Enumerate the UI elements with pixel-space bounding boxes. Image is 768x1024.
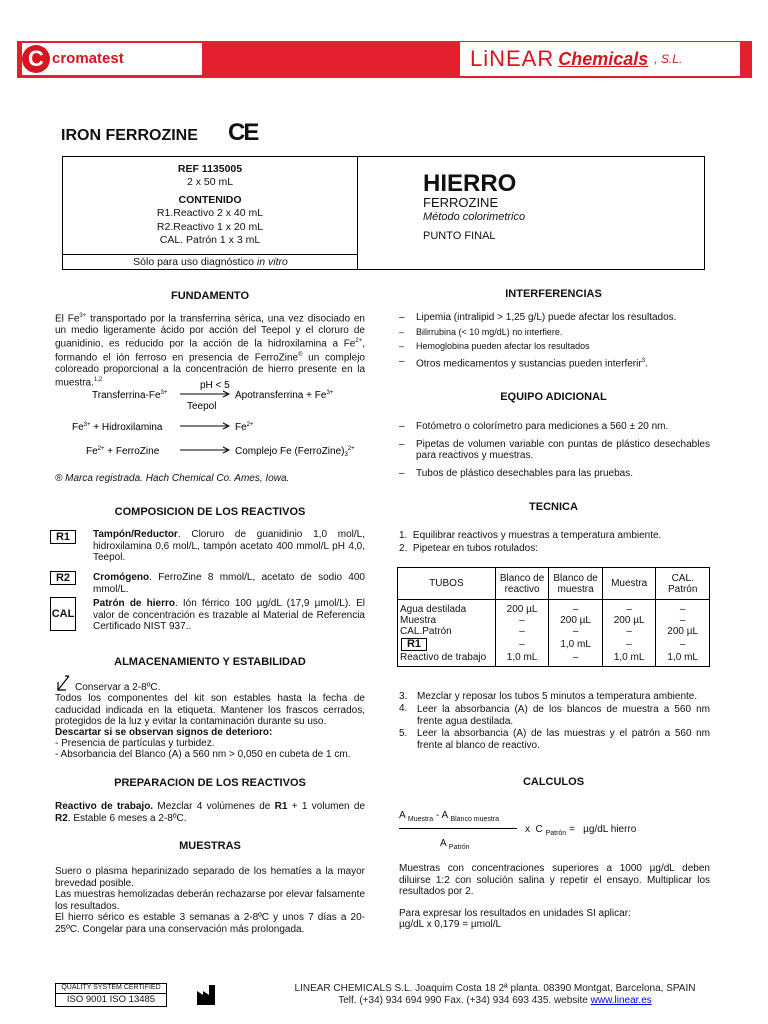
trademark-note: ® Marca registrada. Hach Chemical Co. Ames, Iowa.: [55, 473, 290, 484]
equipo-list: [399, 421, 710, 482]
product-title: IRON FERROZINE: [61, 127, 198, 144]
muestras-heading: MUESTRAS: [179, 840, 241, 852]
formula-denominator: A $_{Patrón}$: [440, 838, 470, 851]
content-r2: R2.Reactivo 1 x 20 mL: [156, 220, 264, 233]
linear-chemicals-logo: LiNEAR Chemicals , S.L.: [460, 42, 740, 76]
formula-line: [399, 828, 517, 829]
tecnica-step-1: 1. Equilibrar reactivos y muestras a temperatura ambiente.: [399, 530, 662, 541]
svg-text:Apotransferrina + Fe3+: Apotransferrina + $Fe^{3+}$: [235, 390, 334, 401]
svg-text:Fe2+: $Fe^{2+}$: [235, 422, 254, 433]
endpoint: PUNTO FINAL: [423, 230, 496, 242]
product-info-box: [62, 156, 705, 270]
list-item: – Lipemia (intralipid > 1,25 g/L) puede afectar los resultados.: [399, 312, 710, 324]
table-row: Muestra – 200 µL 200 µL –: [398, 615, 710, 626]
reaction-equations: [55, 378, 375, 468]
formula-rhs: x C $_{Patrón}$ = µg/dL hierro: [525, 824, 637, 837]
descartar-heading: Descartar si se observan signos de deterioro:: [55, 727, 273, 738]
fundamento-heading: FUNDAMENTO: [170, 290, 249, 302]
interferencias-heading: INTERFERENCIAS: [505, 288, 602, 300]
interferencias-list: [399, 312, 710, 372]
footer-address: LINEAR CHEMICALS S.L. Joaquim Costa 18 2ª planta. 08390 Montgat, Barcelona, SPAIN Telf. (+34) 934 694 990 Fax. (+34) 934 693 435. website www.linear.es: [294, 983, 696, 1006]
website-link[interactable]: www.linear.es: [590, 995, 652, 1006]
fundamento-text: El $Fe^{3+}$ transportado por la transferrina sérica, una vez disociado en un medio ligeramente ácido por acción del Teepol y el cloruro de guanidinio, es reducido por la acción de la hidroxilamina a $Fe^{2+}$, formando el ión ferroso en presencia de FerroZine® un complejo coloreado proporcional a la concentración de hierro presente en la muestra.$^{1,2}$: [55, 313, 365, 389]
equipo-heading: EQUIPO ADICIONAL: [500, 391, 607, 403]
svg-text:Complejo Fe (FerroZine)32+: Complejo Fe $(FerroZine)_3^{2+}$: [235, 446, 355, 458]
table-row: CAL.Patrón – – – 200 µL: [398, 626, 710, 637]
list-item: – Pipetas de volumen variable con puntas de plástico desechables para reactivos y muestras.: [399, 439, 710, 462]
list-item: – Otros medicamentos y sustancias pueden interferir$^3$.: [399, 356, 710, 370]
svg-text:Teepol: Teepol: [187, 401, 217, 412]
formula-numerator: A $_{Muestra}$ - A $_{Blanco muestra}$: [399, 810, 500, 823]
almacenamiento-heading: ALMACENAMIENTO Y ESTABILIDAD: [114, 656, 306, 668]
calculos-p2: Para expresar los resultados en unidades SI aplicar:: [399, 908, 631, 919]
tecnica-step-4: Leer la absorbancia (A) de los blancos de muestra a 560 nm frente agua destilada.: [417, 704, 710, 727]
list-item: – Fotómetro o colorímetro para mediciones a 560 ± 20 nm.: [399, 421, 710, 433]
method: Método colorimetrico: [423, 211, 526, 223]
descartar-item-1: - Presencia de partículas y turbidez.: [55, 738, 215, 749]
muestras-p1: Suero o plasma heparinizado separado de los hematíes a la mayor brevedad posible.: [55, 866, 365, 889]
tecnica-heading: TECNICA: [529, 501, 578, 513]
descartar-item-2: - Absorbancia del Blanco (A) a 560 nm > 0,050 en cubeta de 1 cm.: [55, 749, 351, 760]
cal-label: CAL: [50, 597, 76, 631]
svg-text:Fe2+ + FerroZine: $Fe^{2+}$ + FerroZine: [86, 446, 160, 457]
calculos-heading: CALCULOS: [522, 776, 585, 788]
r2-label: R2: [50, 571, 76, 585]
list-item: – Bilirrubina (< 10 mg/dL) no interfiere.: [399, 327, 710, 339]
pipetting-table: [397, 567, 710, 667]
tecnica-step-3: Mezclar y reposar los tubos 5 minutos a temperatura ambiente.: [417, 691, 698, 702]
r2-description: Cromógeno. FerroZine 8 mmol/L, acetato de sodio 400 mmol/L.: [93, 572, 365, 595]
quality-certificate-box: QUALITY SYSTEM CERTIFIED ISO 9001 ISO 13485: [55, 983, 167, 1007]
muestras-p2: Las muestras hemolizadas deberán rechazarse por elevar falsamente los resultados.: [55, 889, 365, 912]
r1-badge: R1: [401, 638, 427, 651]
muestras-p3: El hierro sérico es estable 3 semanas a 2-8ºC y unos 7 días a 20-25ºC. Congelar para una conservación más prolongada.: [55, 912, 365, 935]
tecnica-step-5: Leer la absorbancia (A) de las muestras y el patrón a 560 nm frente al blanco de reactivo.: [417, 728, 710, 751]
diagnostic-use-note: Sólo para uso diagnóstico in vitro: [63, 254, 358, 269]
svg-text:Fe3+ + Hidroxilamina: $Fe^{3+}$ + Hidroxilamina: [72, 422, 163, 433]
almacenamiento-text: Todos los componentes del kit son estables hasta la fecha de caducidad indicada en la etiqueta. Mantener los frascos cerrados, protegidos de la luz y evitar la contaminación durante su uso.: [55, 693, 365, 727]
svg-text:Transferrina-Fe3+: Transferrina-$Fe^{3+}$: [92, 390, 168, 401]
tecnica-step-2: 2. Pipetear en tubos rotulados:: [399, 543, 538, 554]
preparacion-heading: PREPARACION DE LOS REACTIVOS: [114, 777, 306, 789]
calculos-p1: Muestras con concentraciones superiores a 1000 µg/dL deben diluirse 1:2 con solución salina y repetir el ensayo. Multiplicar los resultados por 2.: [399, 863, 710, 897]
svg-text:pH < 5: pH < 5: [200, 380, 230, 391]
ref-code: REF 1135005: [177, 163, 243, 175]
list-item: – Hemoglobina pueden afectar los resultados: [399, 341, 710, 353]
cromatest-logo: C cromatest: [22, 43, 202, 75]
r1-description: Tampón/Reductor. Cloruro de guanidinio 1,0 mol/L, hidroxilamina 0,6 mol/L, tampón acetato 400 mmol/L pH 4,0, Teepol.: [93, 529, 365, 563]
content-r1: R1.Reactivo 2 x 40 mL: [156, 207, 264, 220]
content-cal: CAL. Patrón 1 x 3 mL: [159, 233, 261, 246]
contenido-label: CONTENIDO: [178, 194, 242, 207]
thermometer-icon: [55, 674, 73, 692]
cal-description: Patrón de hierro. Ión férrico 100 µg/dL (17,9 µmol/L). El valor de concentración es trazable al Material de Referencia Certificado NIST 937..: [93, 598, 365, 632]
calculos-p3: µg/dL x 0,179 = µmol/L: [399, 919, 502, 930]
table-row: Reactivo de trabajo 1,0 mL – 1,0 mL 1,0 mL: [398, 652, 710, 667]
r1-label: R1: [50, 530, 76, 544]
table-row: Agua destilada 200 µL – – –: [398, 600, 710, 616]
list-item: – Tubos de plástico desechables para las pruebas.: [399, 468, 710, 480]
manufacturer-icon: [195, 983, 219, 1007]
analyte-name: HIERRO: [423, 170, 517, 197]
cromatest-wordmark: cromatest: [52, 49, 124, 67]
conservar-text: Conservar a 2-8ºC.: [75, 682, 161, 693]
analyte-subtitle: FERROZINE: [423, 195, 499, 210]
ce-mark-icon: CE: [228, 119, 258, 146]
contents-panel: [63, 157, 358, 269]
table-header-row: TUBOS Blanco de reactivo Blanco de muestra Muestra CAL. Patrón: [398, 568, 710, 600]
composicion-heading: COMPOSICION DE LOS REACTIVOS: [114, 506, 306, 518]
kit-size: 2 x 50 mL: [186, 176, 234, 189]
preparacion-text: Reactivo de trabajo. Mezclar 4 volúmenes de R1 + 1 volumen de R2. Estable 6 meses a 2-8ºC.: [55, 801, 366, 824]
table-row: R1 – 1,0 mL – –: [398, 637, 710, 652]
